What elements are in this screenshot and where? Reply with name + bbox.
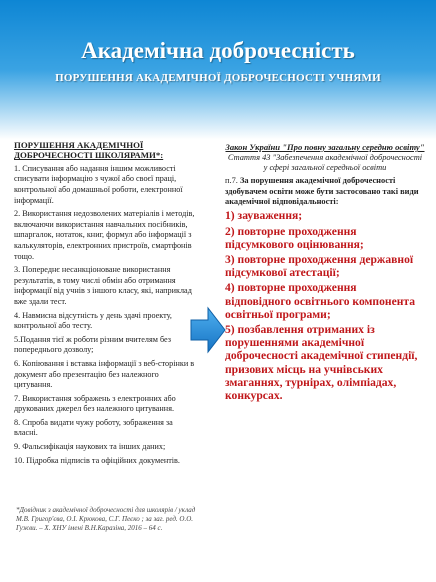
law-title: Закон України "Про повну загальну середню освіту" [225, 142, 425, 152]
violation-item: 4. Навмисна відсутність у день здачі проекту, контрольної або тесту. [14, 310, 172, 331]
sanction-item: 1) зауваження; [225, 209, 303, 223]
point-text: За порушення академічної доброчесності здобувачем освіти може бути застосовано такі види академічної відповідальності: [225, 176, 419, 207]
violation-item: 9. Фальсифікація наукових та інших даних; [14, 442, 166, 452]
violation-item: 8. Спроба видати чужу роботу, зображення за власні. [14, 417, 173, 438]
sanction-item: 5) позбавлення отриманих із порушеннями академічної доброчесності академічної стипендії, призових місць на учнівських змаганнях, турнірах, олімпіадах, конкурсах. [225, 323, 418, 403]
right-arrow-icon [190, 306, 226, 354]
law-point [225, 176, 425, 207]
violation-item: 6. Копіювання і вставка інформації з веб-сторінки в документ або презентацію без належного цитування. [14, 358, 195, 390]
violation-item: 2. Використання недозволених матеріалів і методів, включаючи використання навчальних посібників, шпаргалок, нотаток, книг, формул або інформації з калькуляторів, електронних пристроїв, смартфонів тощо. [14, 209, 195, 261]
page-title: Академічна доброчесність [81, 38, 355, 63]
violations-heading: ПОРУШЕННЯ АКАДЕМІЧНОЇ ДОБРОЧЕСНОСТІ ШКОЛЯРАМИ*: [14, 140, 164, 161]
violation-item: 5.Подання тієї ж роботи різним вчителям без попереднього дозволу; [14, 334, 171, 355]
sanction-item: 3) повторне проходження державної підсумкової атестації; [225, 253, 414, 280]
violations-list [14, 140, 197, 466]
footnote: *Довідник з академічної доброчесності для школярів / уклад М.В. Григор'єва, О.І. Крюкова, С.Г. Пеєко ; за заг. ред. О.О. Гужви. – Х. ХНУ імені В.Н.Каразіна, 2016 – 64 с. [16, 506, 196, 532]
violation-item: 3. Попереднє несанкціоноване використання результатів, в тому числі обмін або отримання інформації від учнів з іншого класу, які, наприклад вже здали тест. [14, 265, 192, 306]
law-article: Стаття 43 "Забезпечення академічної доброчесності у сфері загальної середньої освіти [227, 153, 423, 173]
point-number: п.7. [225, 176, 238, 186]
law-section [225, 142, 425, 402]
violation-item: 10. Підробка підписів та офіційних документів. [14, 455, 180, 465]
page-subtitle: ПОРУШЕННЯ АКАДЕМІЧНОЇ ДОБРОЧЕСНОСТІ УЧНЯМИ [55, 72, 381, 84]
violation-item: 7. Використання зображень з електронних або друкованих джерел без належного цитування. [14, 393, 176, 414]
violation-item: 1. Списування або надання іншим можливості списувати інформацію з чужої або своєї праці, контрольної або домашньої роботи, електронної інформації. [14, 163, 183, 205]
sanction-item: 4) повторне проходження відповідного освітнього компонента освітньої програми; [225, 281, 416, 321]
sanction-item: 2) повторне проходження підсумкового оцінювання; [225, 224, 364, 251]
